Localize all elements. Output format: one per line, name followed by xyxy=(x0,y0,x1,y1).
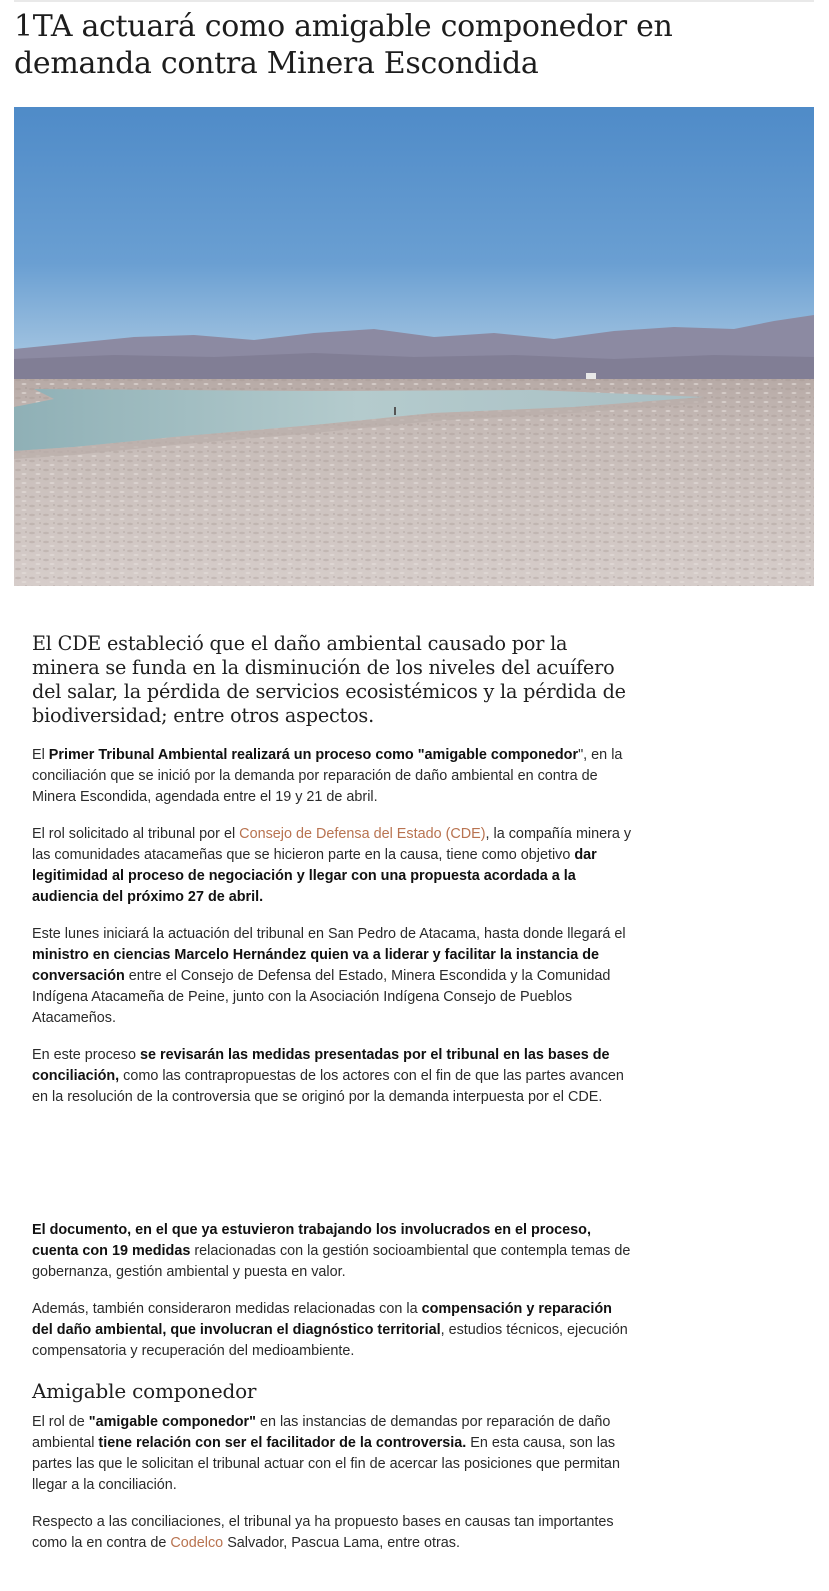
hero-image xyxy=(14,107,814,586)
paragraph-5: El documento, en el que ya estuvieron trabajando los involucrados en el proceso, cuenta con 19 medidas relacionadas con la gestión socioambiental que contempla temas de gobernanza, gestión ambiental y puesta en valor. xyxy=(32,1222,631,1280)
paragraph-2: El rol solicitado al tribunal por el Consejo de Defensa del Estado (CDE), la compañía minera y las comunidades atacameñas que se hicieron parte en la causa, tiene como objetivo dar legitimidad al proceso de negociación y llegar con una propuesta acordada a la audiencia del próximo 27 de abril. xyxy=(32,826,632,905)
paragraph-7: El rol de "amigable componedor" en las instancias de demandas por reparación de daño ambiental tiene relación con ser el facilitador de la controversia. En esta causa, son las partes las que le solicitan el tribunal actuar con el fin de acercar las posiciones que permitan llegar a la conciliación. xyxy=(32,1414,620,1493)
paragraph-4: En este proceso se revisarán las medidas presentadas por el tribunal en las bases de conciliación, como las contrapropuestas de los actores con el fin de que las partes avancen en la resolución de la controversia que se originó por la demanda interpuesta por el CDE. xyxy=(32,1047,624,1105)
top-divider xyxy=(14,0,814,2)
codelco-link[interactable]: Codelco xyxy=(170,1535,224,1551)
cde-link[interactable]: Consejo de Defensa del Estado (CDE) xyxy=(239,826,486,842)
section-heading: Amigable componedor xyxy=(32,1379,257,1403)
paragraph-1: El Primer Tribunal Ambiental realizará un proceso como "amigable componedor", en la conciliación que se inició por la demanda por reparación de daño ambiental en contra de Minera Escondida, agendada entre el 19 y 21 de abril. xyxy=(32,747,623,805)
paragraph-3: Este lunes iniciará la actuación del tribunal en San Pedro de Atacama, hasta donde llegará el ministro en ciencias Marcelo Hernández quien va a liderar y facilitar la instancia de conversación entre el Consejo de Defensa del Estado, Minera Escondida y la Comunidad Indígena Atacameña de Peine, junto con la Asociación Indígena Consejo de Pueblos Atacameños. xyxy=(32,926,626,1026)
article-title: 1TA actuará como amigable componedor en demanda contra Minera Escondida xyxy=(14,9,673,81)
content-gap xyxy=(32,1124,632,1220)
article-lead: El CDE estableció que el daño ambiental causado por la minera se funda en la disminución de los niveles del acuífero del salar, la pérdida de servicios ecosistémicos y la pérdida de biodiversidad; entre otros aspectos. xyxy=(32,632,626,727)
article-body xyxy=(32,632,632,1570)
paragraph-8: Respecto a las conciliaciones, el tribunal ya ha propuesto bases en causas tan importantes como la en contra de Codelco Salvador, Pascua Lama, entre otras. xyxy=(32,1514,614,1551)
paragraph-6: Además, también consideraron medidas relacionadas con la compensación y reparación del daño ambiental, que involucran el diagnóstico territorial, estudios técnicos, ejecución compensatoria y recuperación del medioambiente. xyxy=(32,1301,628,1359)
